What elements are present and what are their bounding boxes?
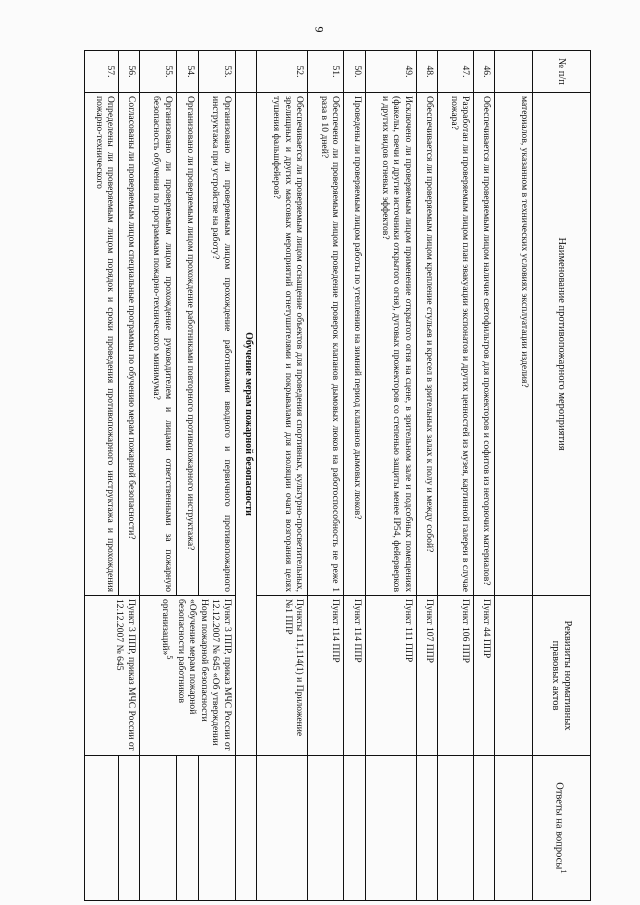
row-question: Разработан ли проверяемым лицом план эвакуации экспонатов и других ценностей из музея, картинной галереи в случае пожара? <box>437 93 473 596</box>
table-row-continuation <box>495 51 533 901</box>
row-legal-act-text: Пункт 3 ППР, приказ МЧС России от 12.12.2007 № 645 <box>114 599 137 751</box>
header-answers <box>533 756 591 901</box>
row-answer-cell[interactable] <box>365 756 416 901</box>
row-number: 48. <box>416 51 437 93</box>
header-answers-text: Ответы на вопросы <box>553 782 565 870</box>
row-question: Обеспечивается ли проверяемым лицом крепление стульев и кресел в зрительных залах к полу и между собой? <box>416 93 437 596</box>
row-number: 50. <box>344 51 365 93</box>
row-question: Определены ли проверяемым лицом порядок и сроки проведения противопожарного инструктажа и прохождения пожарно-технического <box>85 93 119 596</box>
section-title: Обучение мерам пожарной безопасности <box>236 93 257 756</box>
row-number: 47. <box>437 51 473 93</box>
table-row <box>437 51 473 901</box>
row-number: 46. <box>474 51 495 93</box>
row-question: Согласованы ли проверяемым лицом специальные программы по обучению мерам пожарной безопасности? <box>119 93 139 596</box>
row-legal-act-text: Пункт 107 ППР <box>423 599 435 663</box>
header-num: № п/п <box>533 51 591 93</box>
row-legal-act <box>344 596 365 756</box>
page-number: 9 <box>312 26 327 33</box>
section-row <box>236 51 257 901</box>
row-question: Обеспечивается ли проверяемым лицом оснащение объектов для проведения спортивных, культурно-просветительных, зрелищных и других массовых мероприятий огнетушителями и покрывалами для изоляции очага возгорания целях тушения фальшфейеров? <box>257 93 308 596</box>
table-row <box>416 51 437 901</box>
row-legal-act <box>308 596 344 756</box>
row-question: Организовано ли проверяемым лицом прохождение руководителем и лицами ответственными за пожарную безопасность обучения по программам пожарно-технического минимума? <box>139 93 176 596</box>
row-legal-act-text: Пункт 106 ППР <box>460 599 472 663</box>
row-answer-cell[interactable] <box>119 756 139 901</box>
row-legal-act-text: Пункт 44 ППР <box>481 599 493 659</box>
row-number: 53. <box>198 51 235 93</box>
row-answer-cell[interactable] <box>85 756 119 901</box>
row-legal-act <box>257 596 308 756</box>
table-row <box>198 51 235 901</box>
table-row <box>308 51 344 901</box>
row-legal-act <box>437 596 473 756</box>
row-legal-act-text: Пункт 111 ППР <box>402 599 414 663</box>
row-number: 54. <box>176 51 198 93</box>
header-measure: Наименование противопожарного мероприятия <box>533 93 591 596</box>
header-acts: Реквизиты нормативных правовых актов <box>533 596 591 756</box>
rotated-table-frame <box>84 50 591 900</box>
table-row <box>474 51 495 901</box>
table-header-row <box>533 51 591 901</box>
row-answer-cell[interactable] <box>344 756 365 901</box>
row-legal-act <box>139 596 235 756</box>
table-row <box>139 51 176 901</box>
row-answer-cell[interactable] <box>437 756 473 901</box>
table-row <box>85 51 119 901</box>
row-legal-act <box>85 596 140 756</box>
row-answer-cell[interactable] <box>416 756 437 901</box>
row-answer-cell[interactable] <box>139 756 176 901</box>
header-answers-footnote: 1 <box>559 869 570 874</box>
row-question: Обеспечено ли проверяемым лицом проведение проверок клапанов дымовых люков на работоспособность не реже 1 раза в 10 дней? <box>308 93 344 596</box>
row-answer-cell[interactable] <box>198 756 235 901</box>
row-question: Организовано ли проверяемым лицом прохождение работниками вводного и первичного противопожарного инструктажа при устройстве на работу? <box>198 93 235 596</box>
checklist-table <box>84 50 591 901</box>
row-legal-act-text: Пункт 114 ППР <box>351 599 363 663</box>
row-legal-act-text: Пункт 3 ППР, приказ МЧС России от 12.12.2007 № 645 «Об утверждении Норм пожарной безопасности «Обучение мерам пожарной безопасности работников организаций» <box>159 599 233 751</box>
row-question: Проведены ли проверяемым лицом работы по утеплению на зимний период клапанов дымовых люков? <box>344 93 365 596</box>
continuation-text: материалов, указанном в технических условиях эксплуатации изделия? <box>495 93 533 596</box>
row-answer-cell[interactable] <box>474 756 495 901</box>
row-question: Исключено ли проверяемым лицом применение открытого огня на сцене, в зрительном зале и подсобных помещениях (факелы, свечи и другие источники открытого огня), дуговых прожекторов со степенью защиты менее IP54, фейерверков и других видов огневых эффектов? <box>365 93 416 596</box>
row-legal-act <box>474 596 495 756</box>
row-answer-cell[interactable] <box>176 756 198 901</box>
row-number: 55. <box>139 51 176 93</box>
row-number: 56. <box>119 51 139 93</box>
table-row <box>176 51 198 901</box>
row-number: 57. <box>85 51 119 93</box>
table-row <box>365 51 416 901</box>
row-legal-act-text: Пункт 114 ППР <box>330 599 342 663</box>
row-legal-act <box>416 596 437 756</box>
row-legal-act-text: Пункты 111,114(1) и Приложение №1 ППР <box>282 599 306 737</box>
row-question: Организовано ли проверяемым лицом прохождение работниками повторного противопожарного инструктажа? <box>176 93 198 596</box>
table-row <box>119 51 139 901</box>
row-answer-cell[interactable] <box>257 756 308 901</box>
row-legal-act <box>365 596 416 756</box>
table-row <box>257 51 308 901</box>
row-question: Обеспечивается ли проверяемым лицом наличие светофильтров для прожекторов и софитов из негорючих материалов? <box>474 93 495 596</box>
row-number: 52. <box>257 51 308 93</box>
row-number: 49. <box>365 51 416 93</box>
row-number: 51. <box>308 51 344 93</box>
table-row <box>344 51 365 901</box>
row-legal-act-footnote: 5 <box>165 655 175 660</box>
row-answer-cell[interactable] <box>308 756 344 901</box>
